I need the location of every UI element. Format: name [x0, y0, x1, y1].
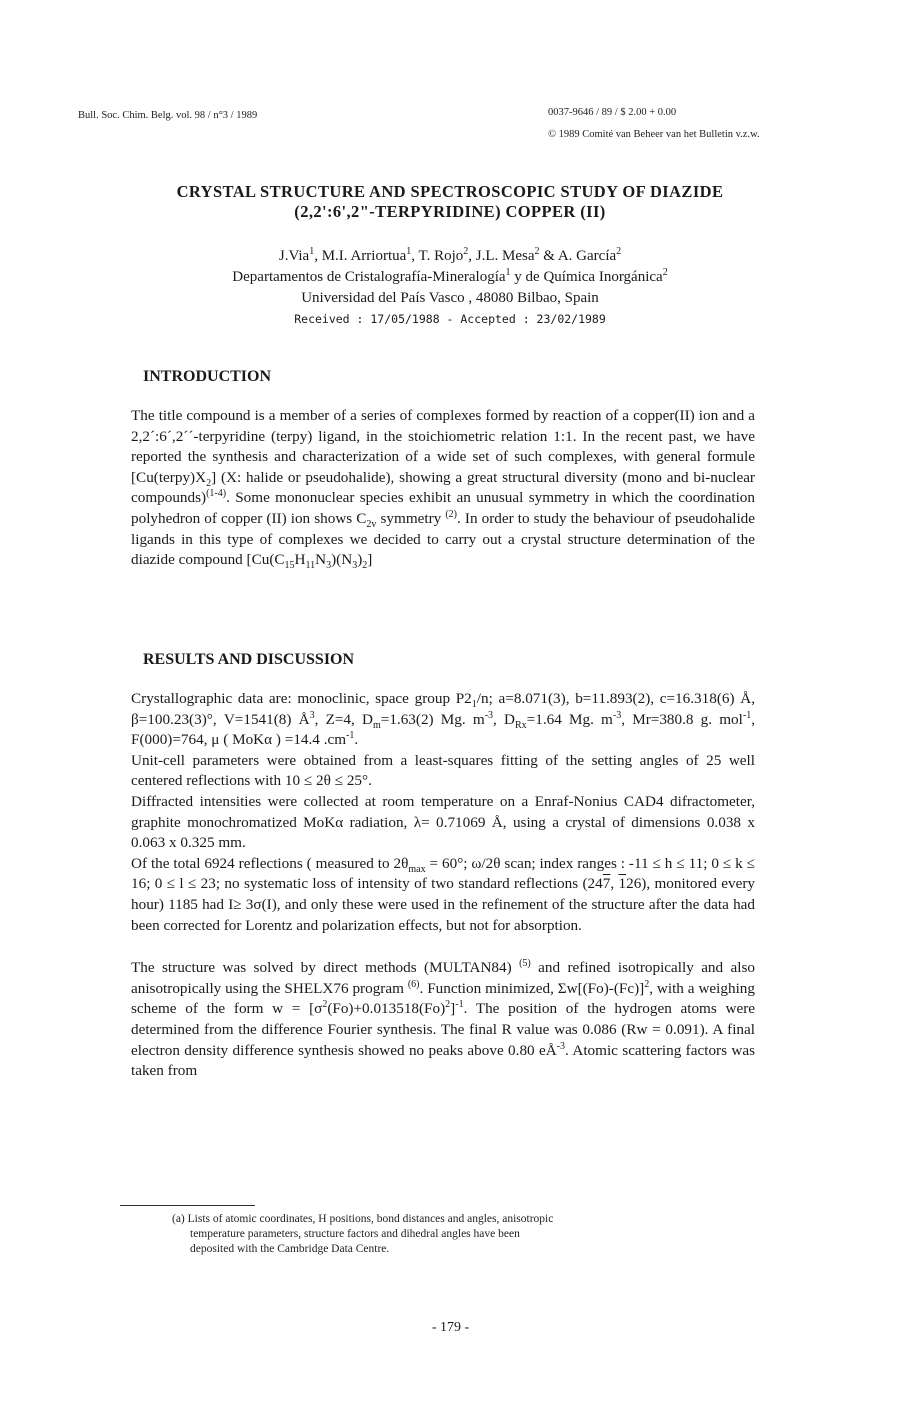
- crystallographic-data-paragraph: Crystallographic data are: monoclinic, space group $P2_1/n$; a=8.071(3), b=11.893(2), c=16.318(6) Å, β=100.23(3)°, V=1541(8) $Å^3$, Z=4, $D_m=1.63(2)$ Mg. $m^{-3}$, $D_{Rx}=1.64$ Mg. $m^{-3}$, Mr=380.8 g. mol$^{-1}$, F(000)=764, μ ( MoKα ) =14.4 $.cm^{-1}$.: [131, 690, 756, 749]
- structure-solution-paragraph: The structure was solved by direct methods (MULTAN84) $^{(5)}$ and refined isotropically and also anisotropically using the SHELX76 program $^{(6)}$. Function minimized, $\Sigma w[(Fo)-(Fc)]^2$, with a weighing scheme of the form $w = [\sigma^2(Fo)+0.013518(Fo)^2]^{-1}$. The position of the hydrogen atoms were determined from the difference Fourier synthesis. The final R value was 0.086 (Rw = 0.091). A final electron density difference synthesis showed no peaks above 0.80 $eÅ^{-3}$. Atomic scattering factors was taken from: [131, 958, 755, 1080]
- introduction-paragraph: The title compound is a member of a series of complexes formed by reaction of a copper(II) ion and a 2,2´:6´,2´´-terpyridine (terpy) ligand, in the stoichiometric relation 1:1. In the recent past, we have reported the synthesis and characterization of a wide set of such complexes, with general formule $[Cu(terpy)X_2]$ (X: halide or pseudohalide), showing a great structural diversity (mono and bi-nuclear compounds)$^{(1-4)}$. Some mononuclear species exhibit an unusual symmetry in which the coordination polyhedron of copper (II) ion shows $C_{2v}$ symmetry $^{(2)}$. In order to study the behaviour of pseudohalide ligands in this type of complexes we decided to carry out a crystal structure determination of the diazide compound $[Cu(C_{15}H_{11}N_3)(N_3)_2]$: [131, 407, 755, 572]
- author-list: J.Via$^1$, M.I. Arriortua$^1$, T. Rojo$^2$, J.L. Mesa$^2$ & A. García$^2$: [278, 246, 622, 264]
- paper-title: [100, 182, 800, 222]
- footnote: [172, 1212, 747, 1257]
- reflections-paragraph: Of the total 6924 reflections ( measured to $2\theta_{max} = 60^\circ$; ω/2θ scan; index ranges : -11 ≤ h ≤ 11; 0 ≤ k ≤ 16; 0 ≤ l ≤ 23; no systematic loss of intensity of two standard reflections (247, 126), monitored every hour) 1185 had I≥ 3σ(I), and only these were used in the refinement of the structure after the data had been corrected for Lorentz and polarization effects, but not for absorption.: [131, 854, 755, 934]
- footnote-line-1: (a) Lists of atomic coordinates, H positions, bond distances and angles, anisotropic: [172, 1213, 554, 1225]
- issn-price-code: 0037-9646 / 89 / $ 2.00 + 0.00: [548, 107, 677, 118]
- page-number: - 179 -: [431, 1320, 470, 1335]
- journal-citation: Bull. Soc. Chim. Belg. vol. 98 / n°3 / 1989: [78, 110, 258, 121]
- unit-cell-paragraph: Unit-cell parameters were obtained from a least-squares fitting of the setting angles of 25 well centered reflections with 10 ≤ 2θ ≤ 25°.: [131, 751, 755, 790]
- affiliation-university: Universidad del País Vasco , 48080 Bilbao, Spain: [301, 290, 599, 306]
- section-heading-introduction: INTRODUCTION: [143, 368, 272, 385]
- copyright-notice: © 1989 Comité van Beheer van het Bulletin v.z.w.: [548, 129, 760, 140]
- author-block: [100, 246, 800, 309]
- received-accepted-dates: Received : 17/05/1988 - Accepted : 23/02/1989: [294, 312, 606, 326]
- results-body: [131, 689, 755, 1082]
- section-heading-results: RESULTS AND DISCUSSION: [143, 651, 355, 668]
- footnote-line-2: temperature parameters, structure factors and dihedral angles have been: [190, 1228, 520, 1240]
- title-line-1: CRYSTAL STRUCTURE AND SPECTROSCOPIC STUDY OF DIAZIDE: [176, 182, 724, 201]
- footnote-line-3: deposited with the Cambridge Data Centre.: [190, 1243, 390, 1255]
- diffraction-paragraph: Diffracted intensities were collected at room temperature on a Enraf-Nonius CAD4 difractometer, graphite monochromatized MoKα radiation, λ= 0.71069 Å, using a crystal of dimensions 0.038 x 0.063 x 0.325 mm.: [131, 792, 755, 852]
- title-line-2: (2,2':6',2"-TERPYRIDINE) COPPER (II): [294, 202, 606, 221]
- footnote-rule: [120, 1205, 255, 1206]
- affiliation-departments: Departamentos de Cristalografía-Mineralogía$^1$ y de Química Inorgánica$^2$: [232, 267, 668, 285]
